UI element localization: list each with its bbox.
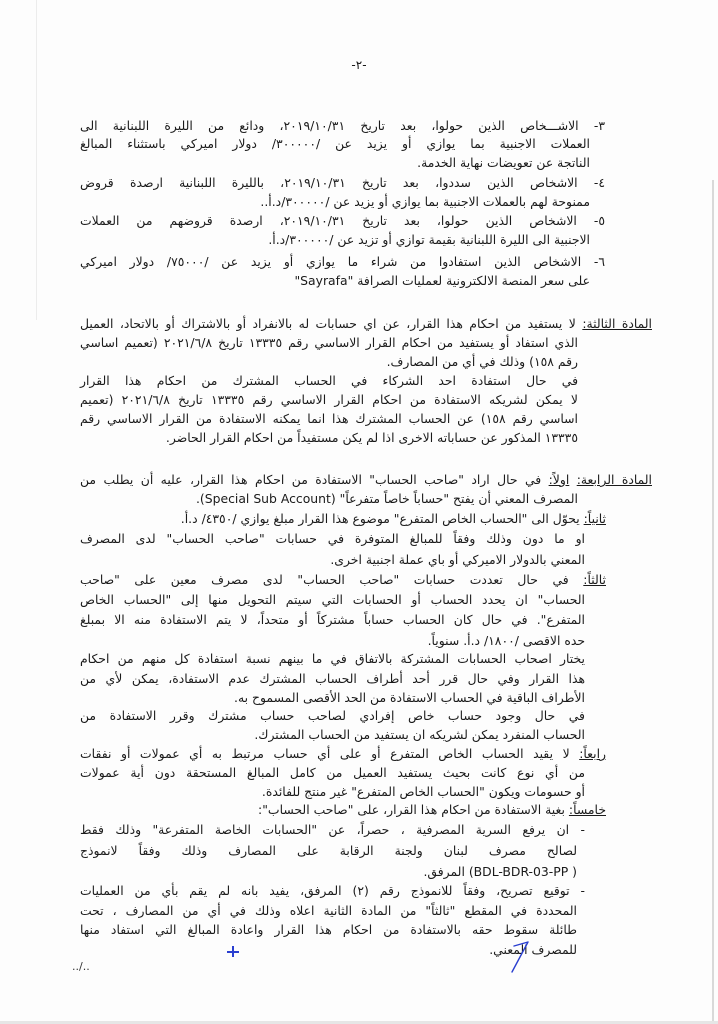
- clause-5-label: خامساً:: [568, 802, 606, 817]
- list-line: على سعر المنصة الالكترونية لعمليات الصرافة "Sayrafa": [294, 273, 590, 288]
- article-3-line: في حال استفادة احد الشركاء في الحساب المشترك من احكام هذا القرار: [80, 373, 578, 388]
- clause-3-line: الحساب" ان يحدد الحساب أو الحسابات التي سيتم التحويل منها إلى "الحساب الخاص: [80, 592, 585, 607]
- clause-2-label: ثانياً:: [583, 511, 606, 526]
- clause-3-line: هذا القرار وفي حال قرر أحد أطراف الحساب المشترك عدم الاستفادة، يمكن لأي من: [80, 671, 585, 686]
- article-3-line: ١٣٣٣٥ المذكور عن حساباته الاخرى اذا لم يكن مستفيداً من احكام القرار الحاضر.: [165, 430, 578, 445]
- scan-edge-left: [36, 0, 37, 320]
- clause-2-line: او ما دون وذلك وفقاً للمبالغ المتوفرة في حسابات "صاحب الحساب" لدى المصرف: [80, 531, 585, 546]
- list-line: الناتجة عن تعويضات نهاية الخدمة.: [417, 155, 590, 170]
- list-line: الاجنبية الى الليرة اللبنانية بقيمة توازي أو تزيد عن /٣٠٠٠٠٠/د.أ.: [268, 232, 590, 247]
- scan-edge-right: [712, 180, 714, 1024]
- article-4-first-line: [80, 472, 652, 488]
- clause-4-line: من أي نوع كانت بحيث يستفيد العميل من كامل المبالغ المستحقة دون أية عمولات: [80, 765, 585, 780]
- bullet-line: لصالح مصرف لبنان ولجنة الرقابة على المصارف وذلك وفقاً لانموذج: [80, 843, 577, 858]
- bullet-line: المحددة في المقطع "ثالثاً" من المادة الثانية اعلاه وذلك في أي من المصارف ، تحت: [80, 903, 577, 918]
- bullet-line: - توقيع تصريح، وفقاً للانموذج رقم (٢) المرفق، يفيد بانه لم يقم بأي من العمليات: [80, 883, 585, 898]
- bullet-line: طائلة سقوط حقه بالاستفادة من احكام هذا القرار واعادة المبالغ التي استفاد منها: [80, 922, 577, 937]
- list-line: ٤- الاشخاص الذين سددوا، بعد تاريخ ٢٠١٩/١٠/٣١، بالليرة اللبنانية ارصدة قروض: [80, 175, 605, 190]
- list-line: ٦- الاشخاص الذين استفادوا من شراء ما يوازي أو يزيد عن /٧٥٠٠٠/ دولار اميركي: [80, 254, 605, 269]
- handwritten-initial-mark: [508, 940, 532, 974]
- clause-3-line: يختار اصحاب الحسابات المشتركة بالاتفاق في ما بينهم نسبة استفادة كل منهم من احكام: [80, 651, 585, 666]
- clause-3-label: ثالثاً:: [583, 572, 606, 587]
- handwritten-plus-mark: [227, 946, 239, 958]
- list-line: ٥- الاشخاص الذين حولوا، بعد تاريخ ٢٠١٩/١٠/٣١، ارصدة قروضهم من العملات: [80, 213, 605, 228]
- clause-4-line: أو حسومات ويكون "الحساب الخاص المتفرع" غير منتج للفائدة.: [261, 784, 585, 799]
- article-3-text: لا يستفيد من احكام هذا القرار، عن اي حسابات له بالانفراد أو بالاشتراك أو بالاتحاد، العميل: [80, 316, 576, 331]
- bullet-line: ( BDL-BDR-03-PP) المرفق.: [423, 864, 577, 879]
- article-3-line: لا يمكن لشريكه الاستفادة من احكام القرار الاساسي رقم ١٣٣٣٥ تاريخ ٢٠٢١/٦/٨ (تعميم: [80, 392, 578, 407]
- continuation-mark: ../..: [72, 960, 90, 973]
- clause-5-first-line: [258, 802, 606, 818]
- article-3-line: اساسي رقم ١٥٨) عن الحساب المشترك هذا انما يمكنه الاستفادة من القرار الاساسي رقم: [80, 411, 578, 426]
- bullet-line: للمصرف المعني.: [489, 942, 577, 957]
- clause-3-line: في حال وجود حساب خاص إفرادي لصاحب حساب مشترك وقرر الاستفادة من: [80, 708, 585, 723]
- clause-1-text: المصرف المعني أن يفتح "حساباً خاصاً متفرعاً" (Special Sub Account).: [195, 491, 578, 506]
- clause-3-line: حده الاقصى /١٨٠٠/ د.أ. سنوياً.: [427, 633, 585, 648]
- article-3-heading: المادة الثالثة:: [582, 316, 652, 331]
- clause-1-text: في حال اراد "صاحب الحساب" الاستفادة من احكام هذا القرار، عليه أن يطلب من: [80, 472, 542, 487]
- clause-3-text: في حال تعددت حسابات "صاحب الحساب" لدى مصرف معين على "صاحب: [80, 572, 569, 587]
- list-line: العملات الاجنبية بما يوازي أو يزيد عن /٣٠٠٠٠٠/ دولار اميركي باستثناء المبالغ: [80, 136, 590, 151]
- clause-2-line: المعني بالدولار الاميركي أو باي عملة اجنبية اخرى.: [330, 552, 585, 567]
- clause-1-line: [196, 491, 578, 507]
- clause-2-text: يحوّل الى "الحساب الخاص المتفرع" موضوع هذا القرار مبلغ يوازي /٤٣٥٠/ د.أ.: [180, 511, 580, 526]
- article-3-line: رقم ١٥٨) وذلك في أي من المصارف.: [386, 354, 578, 369]
- clause-1-label: اولاً:: [548, 472, 570, 487]
- clause-5-intro: بغية الاستفادة من احكام هذا القرار، على "صاحب الحساب":: [258, 802, 565, 817]
- clause-3-line: الحساب المنفرد يمكن لشريكه ان يستفيد من الحساب المشترك.: [254, 727, 585, 742]
- list-line: ممنوحة لهم بالعملات الاجنبية بما يوازي أو يزيد عن /٣٠٠٠٠٠/د.أ..: [260, 194, 590, 209]
- article-3-first-line: [80, 316, 652, 332]
- clause-2-first-line: [181, 511, 606, 527]
- clause-3-line: الأطراف الباقية في الحساب الاستفادة من الحد الأقصى المسموح به.: [234, 690, 585, 705]
- article-4-heading: المادة الرابعة:: [576, 472, 652, 487]
- page-number: -٢-: [351, 58, 367, 72]
- article-3-line: الذي استفاد أو يستفيد من احكام القرار الاساسي رقم ١٣٣٣٥ تاريخ ٢٠٢١/٦/٨ (تعميم اساسي: [80, 335, 578, 350]
- clause-3-first-line: [80, 572, 606, 588]
- clause-4-text: لا يقيد الحساب الخاص المتفرع أو على أي حساب مرتبط به أي عمولات أو نفقات: [80, 746, 570, 761]
- clause-4-first-line: [80, 746, 606, 762]
- bullet-line: - ان يرفع السرية المصرفية ، حصراً، عن "الحسابات الخاصة المتفرعة" وذلك فقط: [80, 822, 585, 837]
- list-line: ٣- الاشـــخاص الذين حولوا، بعد تاريخ ٢٠١٩/١٠/٣١، ودائع من الليرة اللبنانية الى: [80, 118, 605, 133]
- clause-4-label: رابعاً:: [579, 746, 606, 761]
- clause-3-line: المتفرع". في حال كان الحساب حساباً مشتركاً أو متحداً، لا يتم الاستفادة منه الا بمبلغ: [80, 612, 585, 627]
